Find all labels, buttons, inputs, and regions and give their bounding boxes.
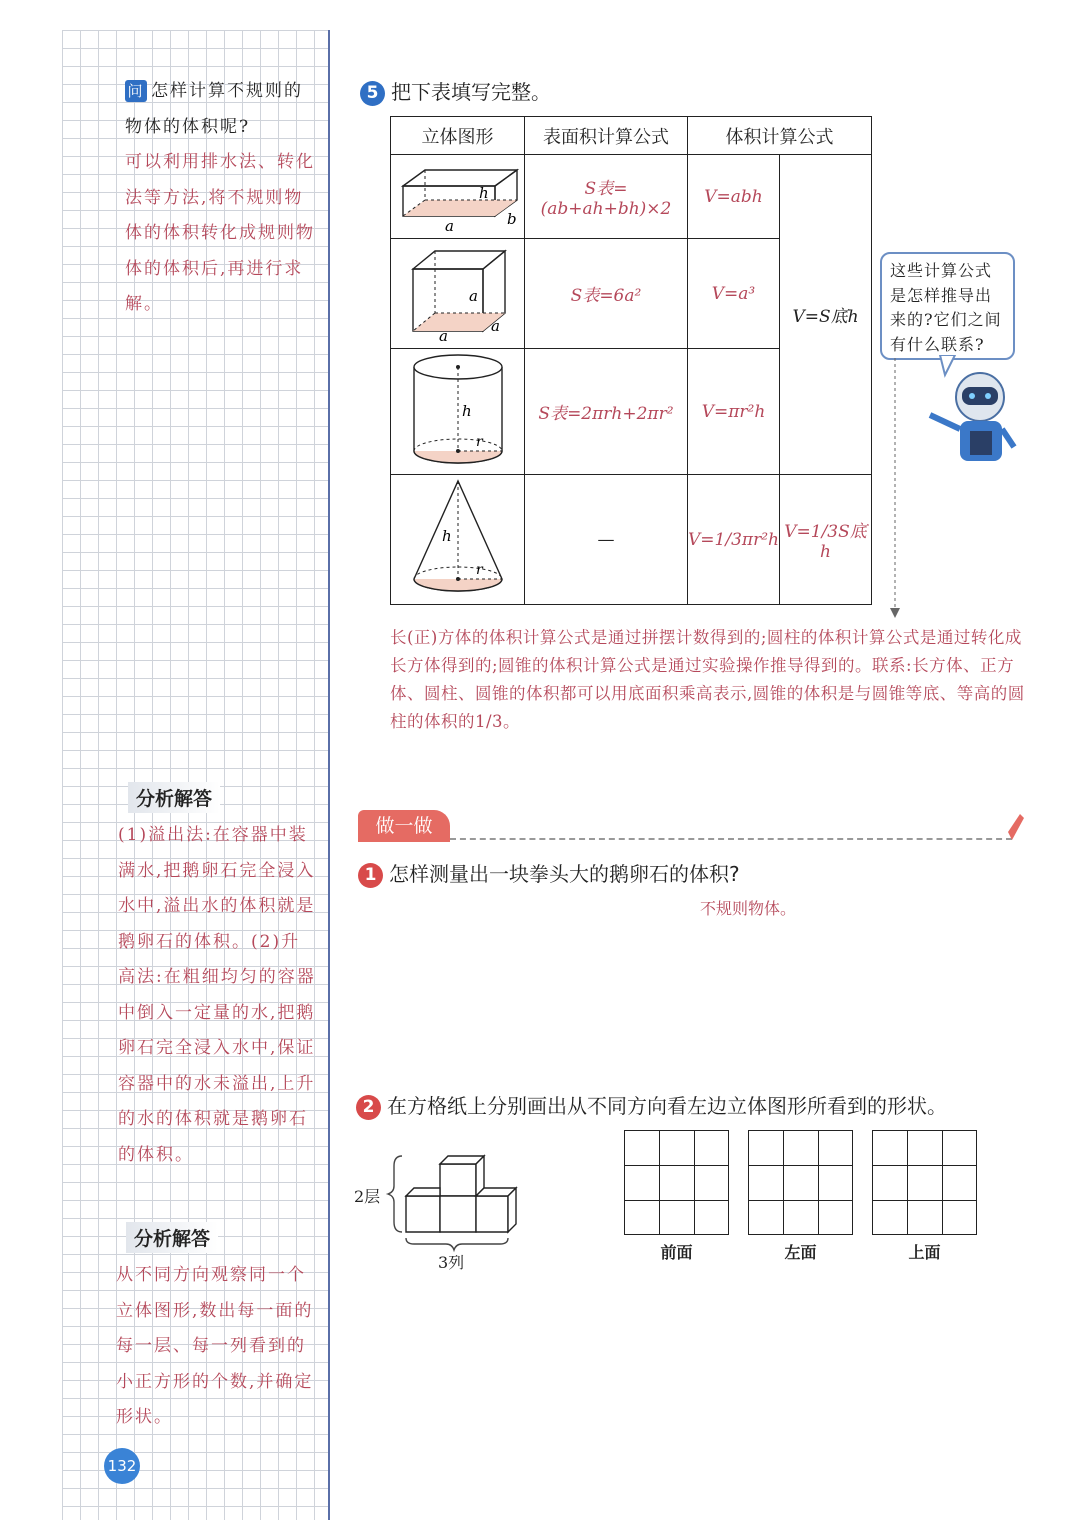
practice-q1: 1 怎样测量出一块拳头大的鹅卵石的体积? xyxy=(358,858,740,888)
cube-label-1: a xyxy=(468,287,478,305)
grid-label-top: 上面 xyxy=(908,1243,941,1262)
cube-surface: S表=6a² xyxy=(525,239,688,349)
q5-title: 5 把下表填写完整。 xyxy=(360,76,551,106)
analysis-title-2: 分析解答 xyxy=(126,1222,218,1253)
grid-label-front: 前面 xyxy=(660,1243,693,1262)
shared-volume-formula: V=S底h xyxy=(780,155,872,475)
q5-number: 5 xyxy=(360,81,385,106)
practice-q1-number: 1 xyxy=(358,863,383,888)
practice-q2: 2 在方格纸上分别画出从不同方向看左边立体图形所看到的形状。 xyxy=(356,1090,947,1120)
robot-icon xyxy=(900,355,1030,475)
cylinder-label-r: r xyxy=(475,434,483,450)
grid-left[interactable] xyxy=(748,1130,853,1235)
cylinder-label-h: h xyxy=(461,402,472,420)
layers-label: 2层 xyxy=(354,1187,381,1206)
grid-front[interactable] xyxy=(624,1130,729,1235)
cylinder-surface: S表=2πrh+2πr² xyxy=(525,349,688,475)
sidebar-question: 问 怎样计算不规则的物体的体积呢? xyxy=(125,81,303,137)
shape-cuboid xyxy=(391,155,525,239)
sidebar-answer: 可以利用排水法、转化法等方法,将不规则物体的体积转化成规则物体的体积后,再进行求解。 xyxy=(125,152,315,314)
cylinder-volume: V=πr²h xyxy=(688,349,780,475)
header-shape: 立体图形 xyxy=(391,117,525,155)
cube-volume: V=a³ xyxy=(688,239,780,349)
shape-cube xyxy=(391,239,525,349)
analysis-text-1: (1)溢出法:在容器中装满水,把鹅卵石完全浸入水中,溢出水的体积就是鹅卵石的体积。(2)升高法:在粗细均匀的容器中倒入一定量的水,把鹅卵石完全浸入水中,保证容器中的水未溢出,上升的水的体积就是鹅卵石的体积。 xyxy=(118,825,316,1165)
cone-surface: — xyxy=(525,475,688,605)
columns-label: 3列 xyxy=(438,1253,465,1272)
cube-label-2: a xyxy=(438,327,448,341)
grid-label-left: 左面 xyxy=(784,1243,817,1262)
practice-tag: 做一做 xyxy=(358,810,450,842)
practice-q1-hint: 不规则物体。 xyxy=(700,899,797,918)
pencil-icon xyxy=(1006,814,1024,840)
cuboid-label-b: b xyxy=(506,210,517,228)
question-icon: 问 xyxy=(125,80,147,102)
page-number: 132 xyxy=(104,1448,140,1484)
cuboid-label-h: h xyxy=(478,184,489,202)
header-volume: 体积计算公式 xyxy=(688,117,872,155)
robot-speech-bubble: 这些计算公式是怎样推导出来的?它们之间有什么联系? xyxy=(880,252,1015,360)
cone-shared-volume: V=1/3S底h xyxy=(780,475,872,605)
bubble-pointer-line xyxy=(888,358,902,620)
volume-table xyxy=(390,116,872,605)
cuboid-label-a: a xyxy=(444,217,454,232)
derivation-note: 长(正)方体的体积计算公式是通过拼摆计数得到的;圆柱的体积计算公式是通过转化成长方体得到的;圆锥的体积计算公式是通过实验操作推导得到的。联系:长方体、正方体、圆柱、圆锥的体积都可以用底面积乘高表示,圆锥的体积是与圆锥等底、等高的圆柱的体积的1/3。 xyxy=(390,628,1025,731)
analysis-title-1: 分析解答 xyxy=(128,782,220,813)
shape-cone xyxy=(391,475,525,605)
practice-q2-number: 2 xyxy=(356,1095,381,1120)
header-surface: 表面积计算公式 xyxy=(525,117,688,155)
cone-volume: V=1/3πr²h xyxy=(688,475,780,605)
cone-label-h: h xyxy=(441,527,452,545)
cone-label-r: r xyxy=(475,562,483,578)
cuboid-surface: S表=(ab+ah+bh)×2 xyxy=(525,155,688,239)
shape-cylinder xyxy=(391,349,525,475)
analysis-text-2: 从不同方向观察同一个立体图形,数出每一面的每一层、每一列看到的小正方形的个数,并确定形状。 xyxy=(116,1265,314,1427)
cube-label-3: a xyxy=(490,317,500,335)
cuboid-volume: V=abh xyxy=(688,155,780,239)
grid-top[interactable] xyxy=(872,1130,977,1235)
practice-divider xyxy=(450,838,1012,840)
